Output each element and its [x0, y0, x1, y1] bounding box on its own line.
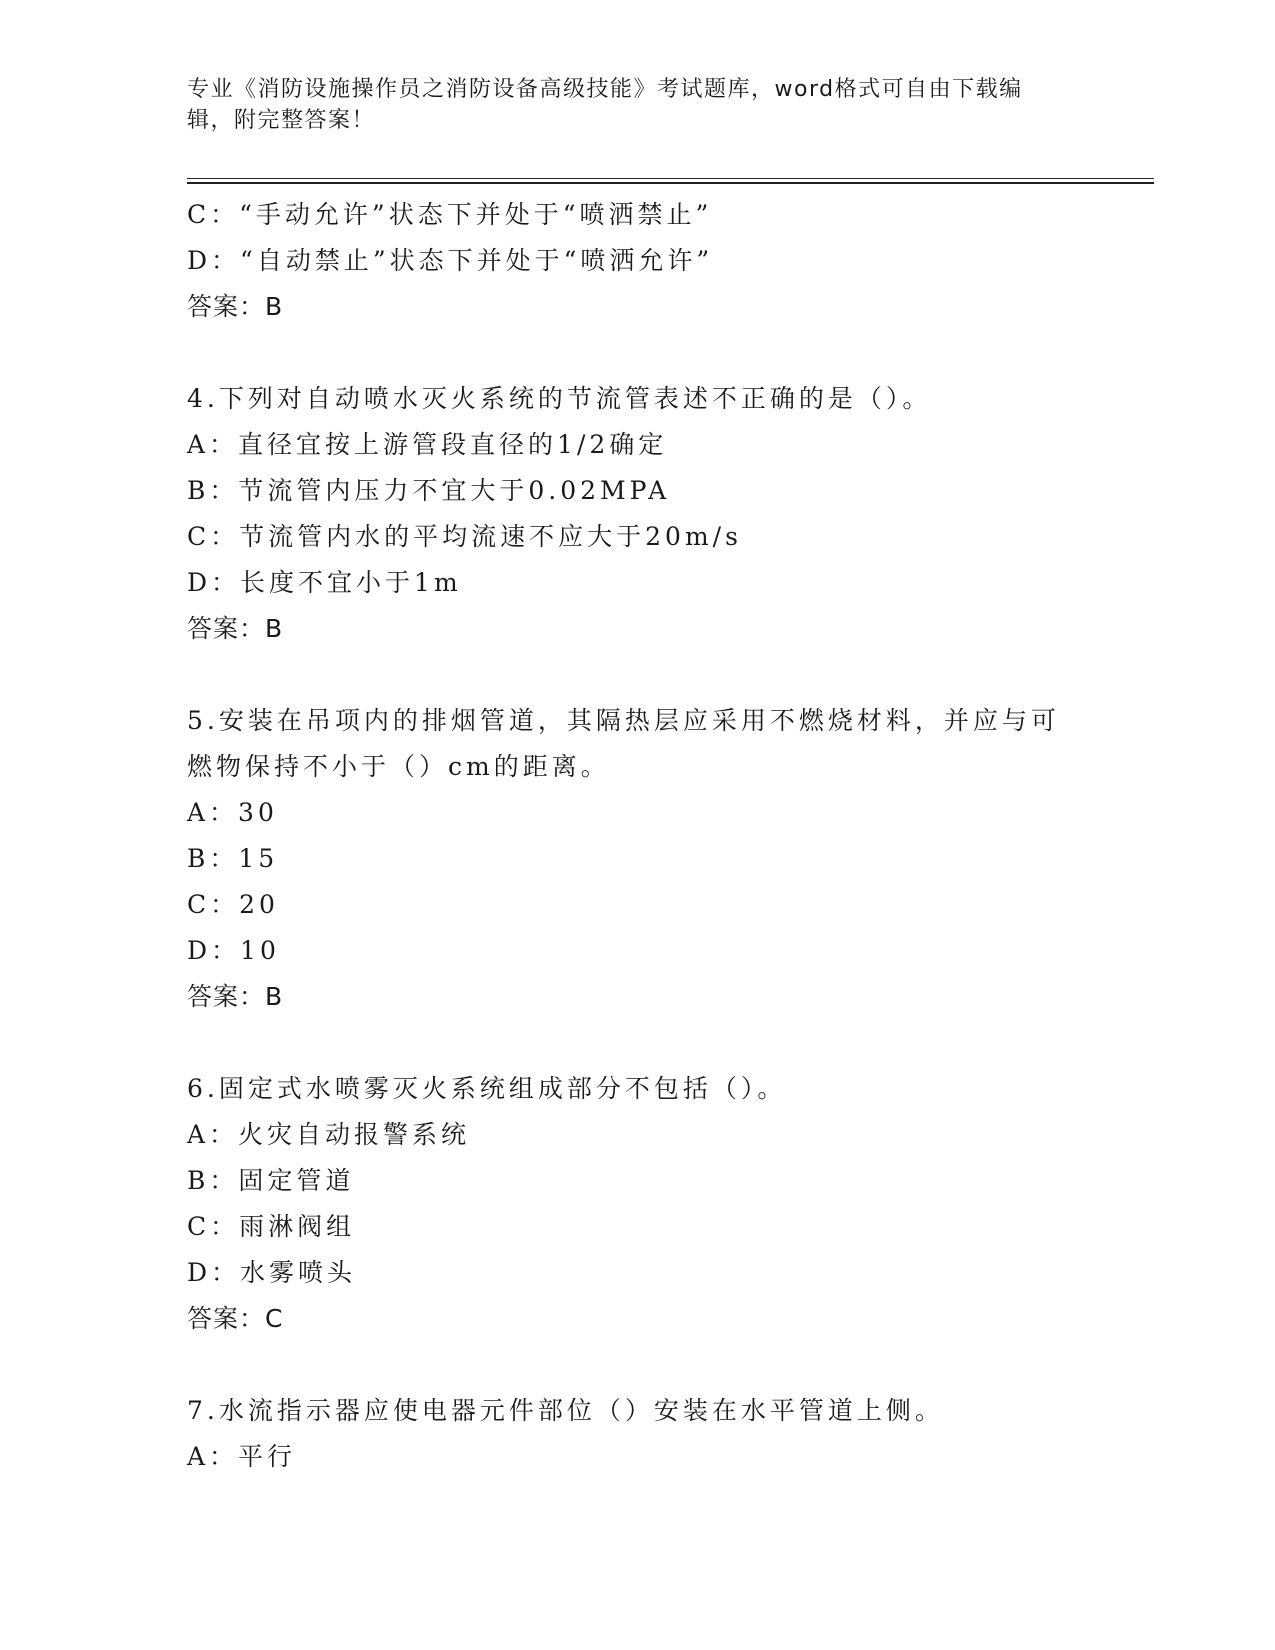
option-a: A：火灾自动报警系统 — [187, 1120, 471, 1149]
spacer — [187, 1020, 1147, 1066]
question-list — [187, 192, 1147, 1480]
question-3-tail — [187, 192, 1147, 330]
option-d: D：长度不宜小于1m — [187, 568, 462, 597]
header-divider-thick — [187, 182, 1154, 184]
option-a: A：平行 — [187, 1442, 297, 1471]
question-7 — [187, 1388, 1147, 1480]
option-c: C：雨淋阀组 — [187, 1212, 356, 1241]
question-stem: 6.固定式水喷雾灭火系统组成部分不包括（）。 — [187, 1074, 787, 1103]
answer-label: 答案：B — [187, 614, 284, 643]
option-d: D：10 — [187, 936, 280, 965]
option-a: A：直径宜按上游管段直径的1/2确定 — [187, 430, 668, 459]
option-c: C：“手动允许”状态下并处于“喷洒禁止” — [187, 200, 713, 229]
question-5 — [187, 698, 1147, 1020]
option-b: B：15 — [187, 844, 279, 873]
option-a: A：30 — [187, 798, 278, 827]
option-b: B：固定管道 — [187, 1166, 355, 1195]
question-4 — [187, 376, 1147, 652]
option-c: C：20 — [187, 890, 279, 919]
answer-label: 答案：B — [187, 292, 284, 321]
option-d: D：“自动禁止”状态下并处于“喷洒允许” — [187, 246, 714, 275]
header-divider-thin — [187, 178, 1154, 179]
answer-label: 答案：C — [187, 1304, 284, 1333]
option-d: D：水雾喷头 — [187, 1258, 357, 1287]
spacer — [187, 330, 1147, 376]
question-stem: 7.水流指示器应使电器元件部位（）安装在水平管道上侧。 — [187, 1396, 944, 1425]
option-b: B：节流管内压力不宜大于0.02MPA — [187, 476, 671, 505]
header-title-line2: 辑，附完整答案！ — [187, 108, 376, 133]
spacer — [187, 1342, 1147, 1388]
question-stem-line2: 燃物保持不小于（）cm的距离。 — [187, 752, 610, 781]
document-header — [187, 74, 1087, 136]
option-c: C：节流管内水的平均流速不应大于20m/s — [187, 522, 742, 551]
header-title-line1: 专业《消防设施操作员之消防设备高级技能》考试题库，word格式可自由下载编 — [187, 77, 1023, 102]
question-stem-line1: 5.安装在吊项内的排烟管道，其隔热层应采用不燃烧材料，并应与可 — [187, 706, 1060, 735]
question-6 — [187, 1066, 1147, 1342]
question-stem: 4.下列对自动喷水灭火系统的节流管表述不正确的是（）。 — [187, 384, 932, 413]
answer-label: 答案：B — [187, 982, 284, 1011]
spacer — [187, 652, 1147, 698]
